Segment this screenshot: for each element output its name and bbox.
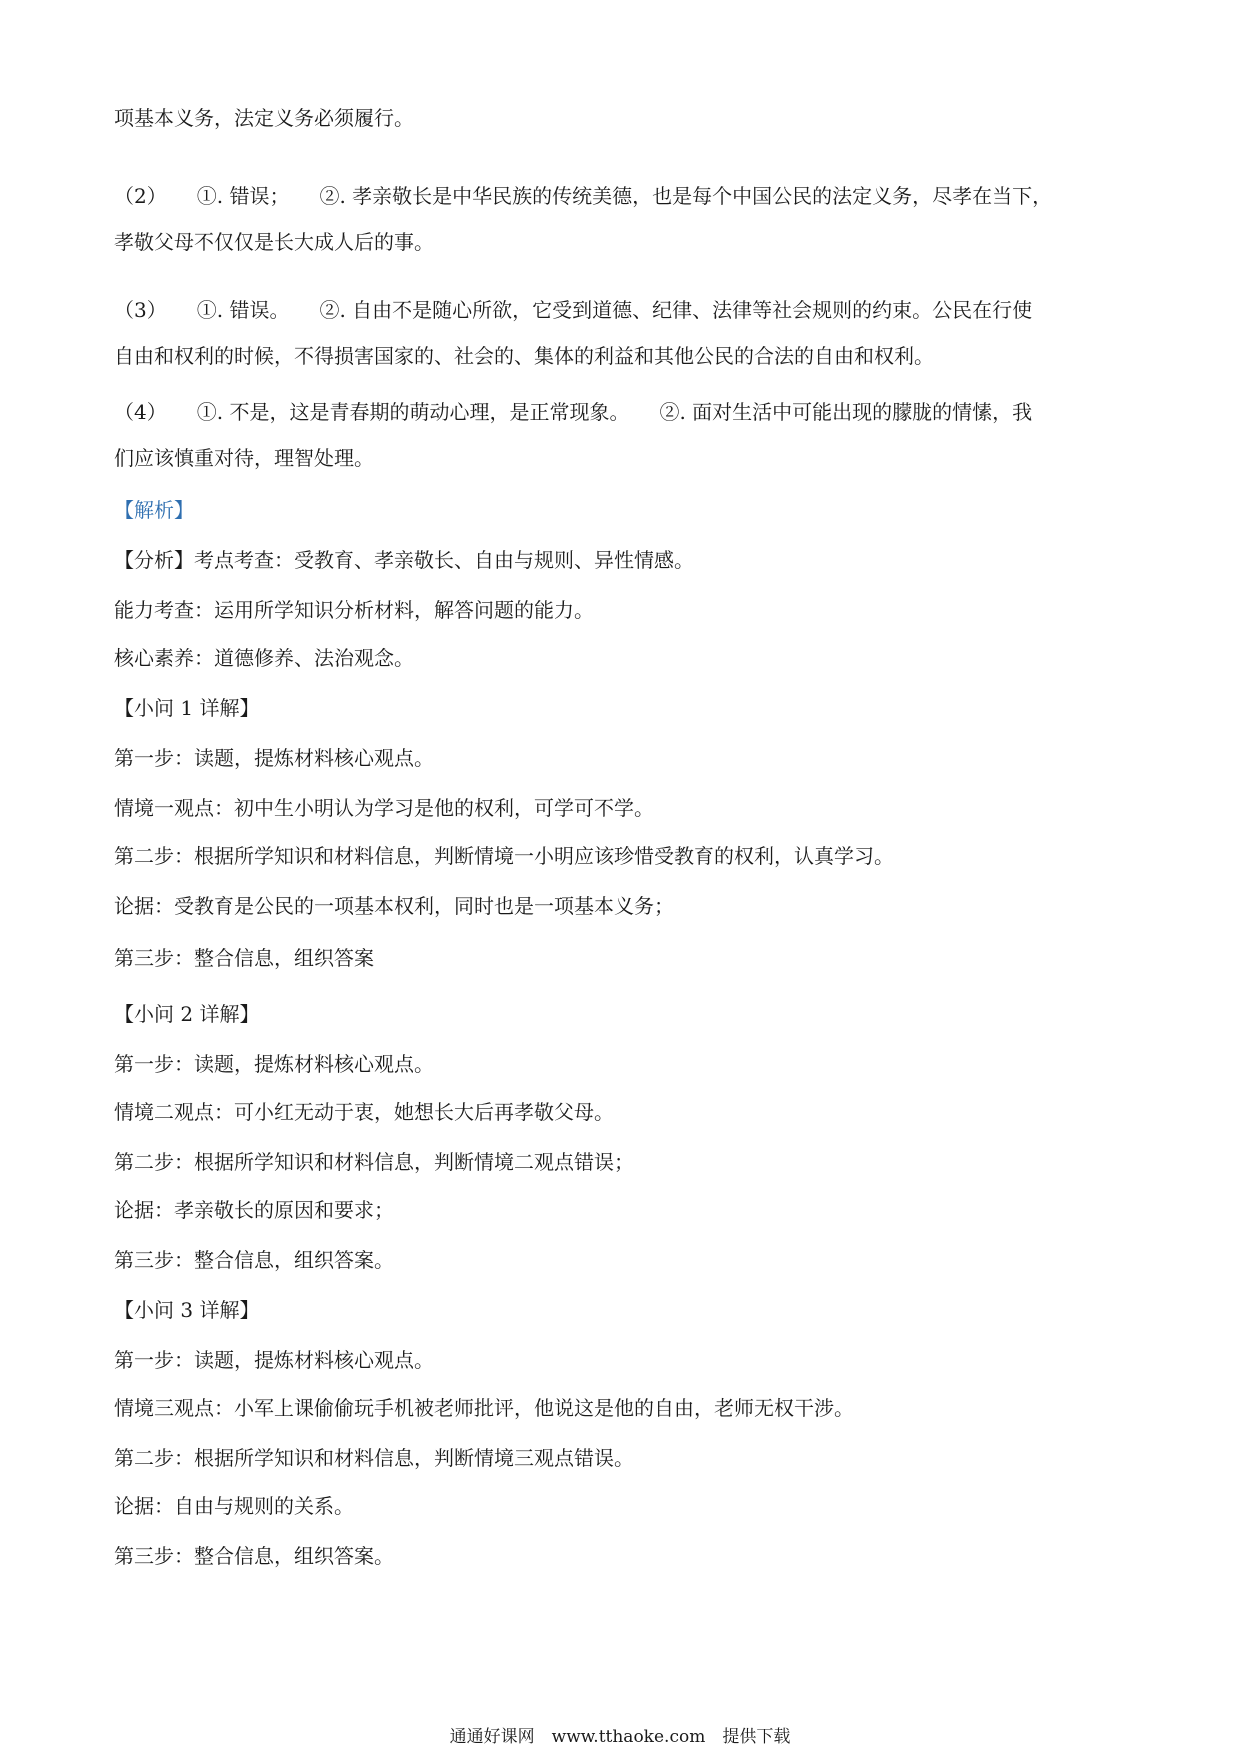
analysis-heading: 【解析】 — [114, 498, 194, 522]
scenario-line: 情境一观点：初中生小明认为学习是他的权利，可学可不学。 — [114, 796, 654, 820]
core-quality-line: 核心素养：道德修养、法治观念。 — [114, 646, 414, 670]
answer-2-line-2: 孝敬父母不仅仅是长大成人后的事。 — [114, 230, 434, 254]
answer-4-line-2: 们应该慎重对待，理智处理。 — [114, 446, 374, 470]
step-line: 第二步：根据所学知识和材料信息，判断情境二观点错误； — [114, 1150, 634, 1174]
step-line: 第三步：整合信息，组织答案 — [114, 946, 374, 970]
subquestion-3-heading: 【小问 3 详解】 — [114, 1298, 260, 1322]
step-line: 第一步：读题，提炼材料核心观点。 — [114, 1052, 434, 1076]
answer-3-line-1: （3） ①. 错误。 ②. 自由不是随心所欲，它受到道德、纪律、法律等社会规则的约束。公民在行使 — [114, 298, 1033, 322]
argument-line: 论据：孝亲敬长的原因和要求； — [114, 1198, 394, 1222]
subquestion-2-heading: 【小问 2 详解】 — [114, 1002, 260, 1026]
ability-line: 能力考查：运用所学知识分析材料，解答问题的能力。 — [114, 598, 594, 622]
analysis-points: 【分析】考点考查：受教育、孝亲敬长、自由与规则、异性情感。 — [114, 548, 694, 572]
answer-2-line-1: （2） ①. 错误； ②. 孝亲敬长是中华民族的传统美德，也是每个中国公民的法定义务，尽孝在当下， — [114, 184, 1053, 208]
answer-3-line-2: 自由和权利的时候，不得损害国家的、社会的、集体的利益和其他公民的合法的自由和权利。 — [114, 344, 934, 368]
step-line: 第二步：根据所学知识和材料信息，判断情境三观点错误。 — [114, 1446, 634, 1470]
step-line: 第二步：根据所学知识和材料信息，判断情境一小明应该珍惜受教育的权利，认真学习。 — [114, 844, 894, 868]
subquestion-1-heading: 【小问 1 详解】 — [114, 696, 260, 720]
argument-line: 论据：受教育是公民的一项基本权利，同时也是一项基本义务； — [114, 894, 674, 918]
page-footer: 通通好课网 www.tthaoke.com 提供下载 — [449, 1727, 791, 1747]
step-line: 第一步：读题，提炼材料核心观点。 — [114, 1348, 434, 1372]
step-line: 第一步：读题，提炼材料核心观点。 — [114, 746, 434, 770]
text-line: 项基本义务，法定义务必须履行。 — [114, 106, 414, 130]
scenario-line: 情境三观点：小军上课偷偷玩手机被老师批评，他说这是他的自由，老师无权干涉。 — [114, 1396, 854, 1420]
argument-line: 论据：自由与规则的关系。 — [114, 1494, 354, 1518]
answer-4-line-1: （4） ①. 不是，这是青春期的萌动心理，是正常现象。 ②. 面对生活中可能出现的朦胧的情愫，我 — [114, 400, 1033, 424]
step-line: 第三步：整合信息，组织答案。 — [114, 1248, 394, 1272]
step-line: 第三步：整合信息，组织答案。 — [114, 1544, 394, 1568]
scenario-line: 情境二观点：可小红无动于衷，她想长大后再孝敬父母。 — [114, 1100, 614, 1124]
